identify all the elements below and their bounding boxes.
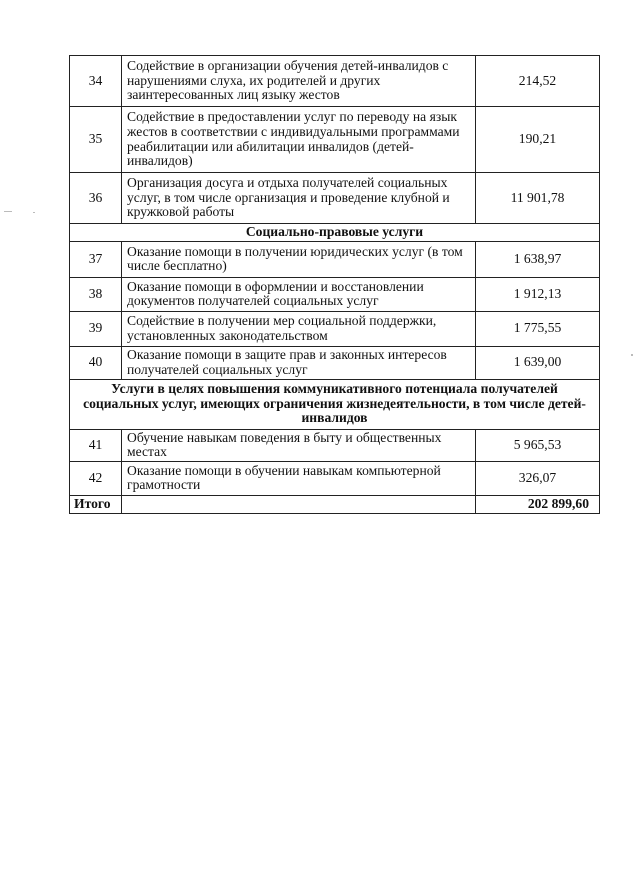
- service-description: Обучение навыкам поведения в быту и общественных местах: [122, 429, 476, 461]
- service-description: Оказание помощи в обучении навыкам компьютерной грамотности: [122, 461, 476, 495]
- section-header-row: [70, 224, 600, 242]
- row-number: 37: [70, 241, 122, 277]
- row-number: 34: [70, 56, 122, 107]
- table-row: [70, 173, 600, 224]
- service-cost: 214,52: [476, 56, 600, 107]
- service-description: Оказание помощи в оформлении и восстановлении документов получателей социальных услуг: [122, 277, 476, 311]
- total-label: Итого: [70, 495, 122, 513]
- table-row: [70, 241, 600, 277]
- section-header-row: [70, 379, 600, 429]
- total-row: [70, 495, 600, 513]
- table-row: [70, 311, 600, 346]
- services-table: [69, 55, 600, 514]
- service-cost: 190,21: [476, 107, 600, 173]
- scan-mark: [4, 211, 12, 212]
- row-number: 38: [70, 277, 122, 311]
- row-number: 39: [70, 311, 122, 346]
- table-row: [70, 107, 600, 173]
- row-number: 35: [70, 107, 122, 173]
- total-value: 202 899,60: [476, 495, 600, 513]
- row-number: 36: [70, 173, 122, 224]
- service-description: Оказание помощи в защите прав и законных интересов получателей социальных услуг: [122, 346, 476, 379]
- scan-mark: [631, 354, 633, 356]
- table-row: [70, 346, 600, 379]
- row-number: 41: [70, 429, 122, 461]
- total-spacer: [122, 495, 476, 513]
- service-cost: 5 965,53: [476, 429, 600, 461]
- service-cost: 1 638,97: [476, 241, 600, 277]
- service-description: Содействие в предоставлении услуг по переводу на язык жестов в соответствии с индивидуальными программами реабилитации или абилитации инвалидов (детей-инвалидов): [122, 107, 476, 173]
- section-title: Услуги в целях повышения коммуникативного потенциала получателей социальных услуг, имеющих ограничения жизнедеятельности, в том числе детей-инвалидов: [70, 379, 600, 429]
- service-cost: 1 639,00: [476, 346, 600, 379]
- service-description: Содействие в организации обучения детей-инвалидов с нарушениями слуха, их родителей и других заинтересованных лиц языку жестов: [122, 56, 476, 107]
- service-description: Оказание помощи в получении юридических услуг (в том числе бесплатно): [122, 241, 476, 277]
- row-number: 40: [70, 346, 122, 379]
- table-row: [70, 429, 600, 461]
- row-number: 42: [70, 461, 122, 495]
- service-cost: 11 901,78: [476, 173, 600, 224]
- service-description: Содействие в получении мер социальной поддержки, установленных законодательством: [122, 311, 476, 346]
- service-cost: 326,07: [476, 461, 600, 495]
- table-row: [70, 56, 600, 107]
- scan-mark: [33, 212, 35, 213]
- section-title: Социально-правовые услуги: [70, 224, 600, 242]
- table-row: [70, 461, 600, 495]
- service-description: Организация досуга и отдыха получателей социальных услуг, в том числе организация и проведение клубной и кружковой работы: [122, 173, 476, 224]
- table-row: [70, 277, 600, 311]
- service-cost: 1 912,13: [476, 277, 600, 311]
- service-cost: 1 775,55: [476, 311, 600, 346]
